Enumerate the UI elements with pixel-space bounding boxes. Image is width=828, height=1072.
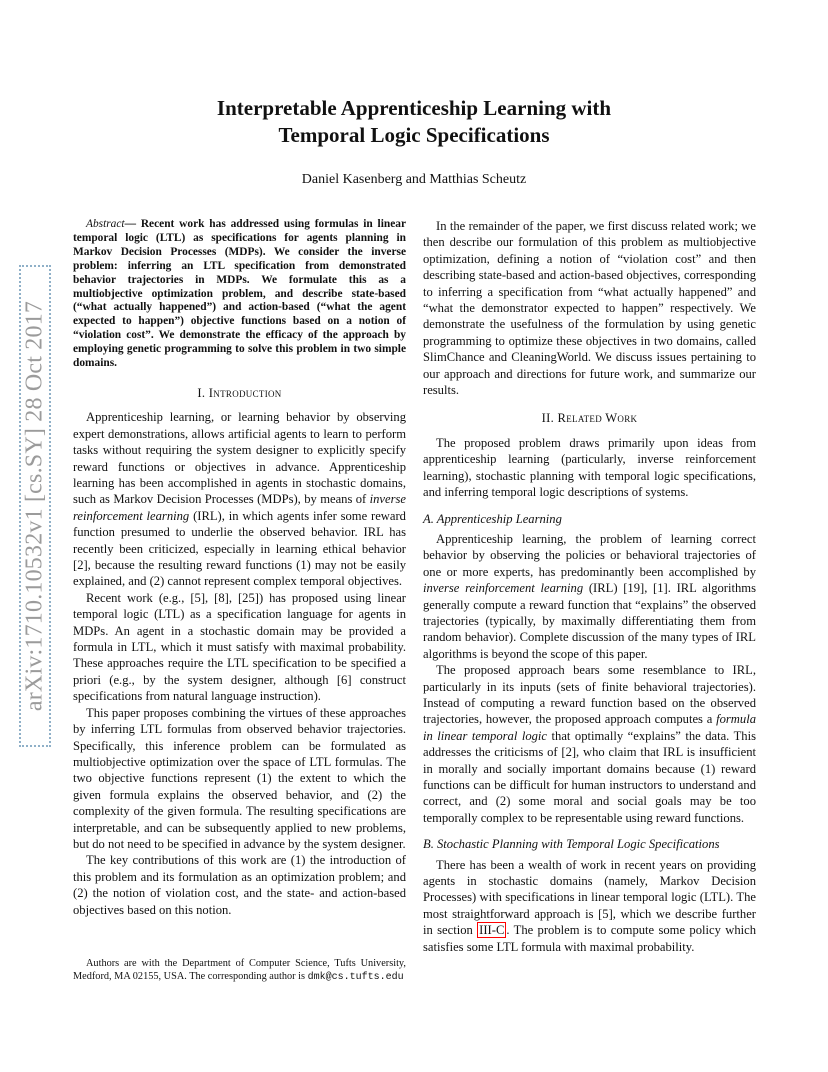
intro-paragraph-1 bbox=[73, 409, 406, 589]
section-number: II. bbox=[541, 411, 555, 426]
intro-paragraph-4: The key contributions of this work are (1) the introduction of this problem and its formulation as an optimization problem; and (2) the notion of violation cost, and the state- and action-based objectives based on this notion. bbox=[73, 853, 406, 917]
related-paragraph-1: The proposed problem draws primarily upon ideas from apprenticeship learning (particularly, inverse reinforcement learning), stochastic planning with temporal logic specifications, and inferring temporal logic descriptions of systems. bbox=[423, 435, 756, 500]
section-reference-link[interactable]: III-C bbox=[479, 923, 505, 938]
emphasis-text: inverse reinforcement learning bbox=[73, 492, 406, 523]
text-run: . The problem is to compute some policy which satisfies some LTL formula with maximal probability. bbox=[423, 923, 757, 954]
title-line-1: Interpretable Apprenticeship Learning with bbox=[216, 96, 612, 120]
emphasis-text: inverse reinforcement learning bbox=[423, 581, 584, 596]
subsection-heading-apprenticeship: A. Apprenticeship Learning bbox=[423, 511, 562, 526]
text-run: that optimally “explains” the data. This addresses the criticisms of [2], who claim that IRL is insufficient in morally and socially important domains because (1) reward functions can be difficult for human instructors to understand and correct, and (2) some moral and social goals may be too temporally complex to be representable using reward functions. bbox=[423, 728, 756, 825]
text-run: Apprenticeship learning, the problem of learning correct behavior by observing the policies or behavioral trajectories of one or more experts, has predominantly been accomplished by bbox=[423, 531, 756, 579]
text-run: (IRL), in which agents infer some reward function presumed to underlie the observed behavior. IRL has recently been criticized, especially in learning ethical behavior [2], because the resulting reward functions (1) may not be easily explained, and (2) cannot represent complex temporal objectives. bbox=[73, 508, 406, 589]
related-a-paragraph-1 bbox=[423, 531, 756, 662]
section-title: Related Work bbox=[557, 411, 638, 426]
intro-paragraph-5: In the remainder of the paper, we first discuss related work; we then describe our formulation of this problem as multiobjective optimization, defining a notion of “violation cost” and then describing state-based and action-based objectives, corresponding to inferring a specification from “what actually happened” and “what the demonstrator expected to happen” respectively. We demonstrate the usefulness of the formulation by using genetic programming to optimize these objectives in two domains, called SlimChance and CleaningWorld. We discuss issues pertaining to our approach and directions for future work, and summarize our results. bbox=[423, 219, 756, 398]
right-column bbox=[423, 218, 756, 955]
section-heading-related-work bbox=[423, 410, 756, 426]
subsection-heading-stochastic-planning: B. Stochastic Planning with Temporal Logic Specifications bbox=[423, 837, 720, 852]
paper-title bbox=[0, 95, 828, 149]
footnote-text: Authors are with the Department of Computer Science, Tufts University, Medford, MA 02155, USA. The corresponding author is bbox=[73, 958, 406, 982]
arxiv-stamp bbox=[19, 265, 51, 747]
intro-paragraph-2: Recent work (e.g., [5], [8], [25]) has proposed using linear temporal logic (LTL) as a specification language for agents in MDPs. An agent in a stochastic domain may be provided a formula in LTL, which it must satisfy with maximal probability. These approaches require the LTL specification to be specified a priori (e.g., by the system designer, although [6] construct specifications from natural language instruction). bbox=[73, 590, 406, 704]
abstract-label: Abstract bbox=[86, 218, 125, 230]
title-line-2: Temporal Logic Specifications bbox=[278, 123, 550, 147]
author-footnote bbox=[73, 958, 406, 984]
section-number: I. bbox=[197, 385, 206, 400]
text-run: The proposed approach bears some resemblance to IRL, particularly in its inputs (sets of finite behavioral trajectories). Instead of computing a reward function based on the observed trajectories, however, the proposed approach computes a bbox=[423, 663, 756, 727]
emphasis-text: formula in linear temporal logic bbox=[423, 712, 756, 743]
arxiv-identifier: arXiv:1710.10532v1 [cs.SY] 28 Oct 2017 bbox=[21, 300, 48, 712]
left-column bbox=[73, 218, 406, 918]
related-a-paragraph-2 bbox=[423, 662, 756, 826]
text-run: (IRL) [19], [1]. IRL algorithms generally compute a reward function that “explains” the observed trajectories (typically, by maximally differentiating them from random behavior). Complete discussion of the many types of IRL algorithms is beyond the scope of this paper. bbox=[423, 581, 756, 661]
section-heading-introduction bbox=[73, 385, 406, 401]
text-run: Apprenticeship learning, or learning behavior by observing expert demonstrations, allows artificial agents to learn to perform tasks without requiring the system designer to explicitly specify reward functions or objectives in advance. Apprenticeship learning has been accomplished in agents in stochastic domains, such as Markov Decision Processes (MDPs), by means of bbox=[73, 410, 406, 507]
email-link[interactable]: dmk@cs.tufts.edu bbox=[307, 971, 404, 983]
abstract bbox=[73, 218, 406, 371]
author-list: Daniel Kasenberg and Matthias Scheutz bbox=[301, 172, 527, 187]
intro-paragraph-3: This paper proposes combining the virtues of these approaches by inferring LTL formulas from observed behavior trajectories. Specifically, this inference problem can be formulated as multiobjective optimization over the space of LTL formulas. The two objective functions represent (1) the extent to which the given formula explains the observed behavior, and (2) the complexity of the given formula. The resulting specifications are interpretable, and can be subsequently applied to new problems, but do not need to be specified in advance by the system designer. bbox=[73, 705, 406, 851]
related-b-paragraph-1 bbox=[423, 857, 756, 955]
section-title: Introduction bbox=[208, 385, 282, 400]
text-run: There has been a wealth of work in recent years on providing agents in stochastic domains (namely, Markov Decision Processes) with specifications in linear temporal logic (LTL). The most straightforward approach is [5], which we describe further in section bbox=[423, 857, 756, 938]
abstract-text: — Recent work has addressed using formulas in linear temporal logic (LTL) as specifications for agents planning in Markov Decision Processes (MDPs). We consider the inverse problem: inferring an LTL specification from demonstrated behavior trajectories in MDPs. We formulate this as a multiobjective optimization problem, and describe state-based (“what actually happened”) and action-based (“what the agent expected to happen”) objective functions based on a notion of “violation cost”. We demonstrate the efficacy of the approach by employing genetic programming to solve this problem in two simple domains. bbox=[73, 218, 406, 370]
